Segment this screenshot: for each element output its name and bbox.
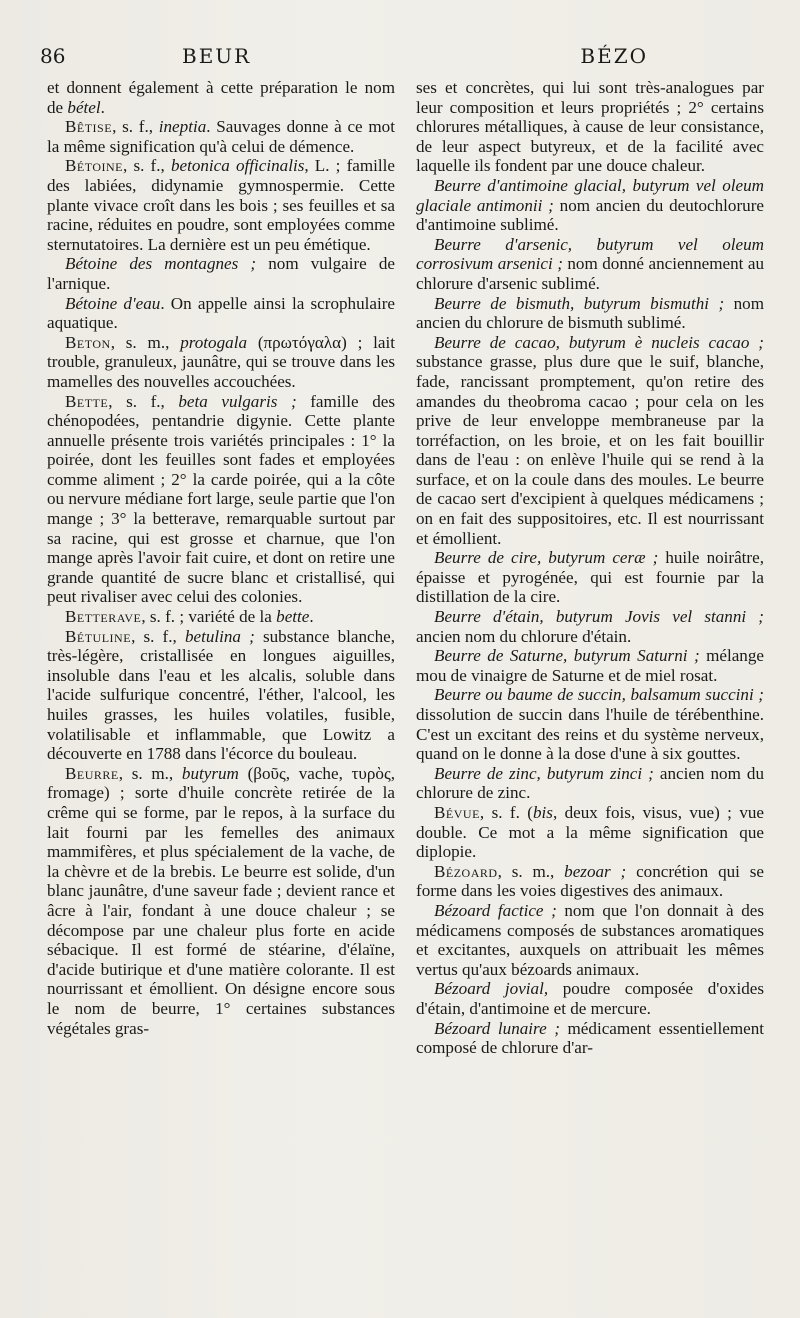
entry-term: Bette	[65, 391, 109, 411]
right-column	[416, 78, 764, 1058]
entry-tail: nom ancien du chlorure de bismuth sublimé.	[416, 293, 764, 333]
dictionary-entry	[416, 901, 764, 979]
entry-tail: dissolution de succin dans l'huile de térébenthine. C'est un excitant des reins et du système nerveux, quand on le donne à la dose d'une à six gouttes.	[416, 705, 764, 764]
entry-italic: Bétoine d'eau	[65, 293, 161, 313]
entry-italic: Bétoine des montagnes ;	[65, 254, 257, 274]
dictionary-entry	[47, 254, 395, 293]
entry-text: , s. f.,	[123, 156, 171, 176]
entry-italic: protogala	[180, 332, 247, 352]
entry-tail: . Sauvages donne à ce mot la même signification qu'à celui de démence.	[47, 117, 395, 156]
dictionary-entry	[47, 156, 395, 254]
entry-tail: nom ancien du deutochlorure d'antimoine sublimé.	[416, 195, 764, 235]
entry-term: Bétoine	[65, 156, 124, 176]
dictionary-entry	[416, 235, 764, 294]
entry-italic: Beurre ou baume de succin, balsamum succini ;	[434, 685, 764, 705]
entry-tail: mélange mou de vinaigre de Saturne et de miel rosat.	[416, 646, 764, 685]
dictionary-entry	[416, 78, 764, 176]
entry-italic: Bézoard factice ;	[434, 900, 557, 920]
dictionary-entry	[416, 862, 764, 901]
entry-italic: bis	[532, 802, 553, 822]
entry-italic: beta vulgaris ;	[178, 391, 297, 411]
entry-italic: betulina ;	[184, 626, 255, 646]
dictionary-entry	[416, 607, 764, 646]
entry-tail: , L. ; famille des labiées, didynamie gymnospermie. Cette plante vivace croît dans les bois ; ses feuilles et sa racine, réduites en poudre, sont employées comme sternutatoires. La dernière est un peu émétique.	[47, 156, 395, 254]
entry-tail: médicament essentiellement composé de chlorure d'ar-	[416, 1018, 764, 1058]
entry-term: Bézoard	[434, 861, 498, 881]
entry-italic: bezoar ;	[564, 861, 627, 881]
entry-tail: (πρωτόγαλα) ; lait trouble, granuleux, jaunâtre, qui se trouve dans les mamelles des nouvelles accouchées.	[47, 332, 395, 391]
dictionary-entry	[47, 333, 395, 392]
entry-italic: butyrum	[181, 763, 239, 783]
entry-italic: bétel	[67, 97, 101, 117]
dictionary-entry	[416, 646, 764, 685]
entry-tail: substance blanche, très-légère, cristallisée en longues aiguilles, insoluble dans l'eau et les alcalis, soluble dans l'acide sulfurique concentré, l'éther, l'alcool, les huiles grasses, les huiles volatiles, fusible, volatilisable et inflammable, que Lowitz a découverte en 1788 dans l'écorce du bouleau.	[47, 626, 395, 764]
entry-term: Beurre	[65, 763, 119, 783]
entry-text: , s. m.,	[118, 763, 182, 783]
dictionary-entry	[416, 333, 764, 549]
entry-term: Bévue	[434, 802, 480, 822]
entry-tail: ancien nom du chlorure de zinc.	[416, 763, 764, 803]
entry-tail: . On appelle ainsi la scrophulaire aquatique.	[47, 293, 395, 333]
running-head-left: BEUR	[182, 44, 252, 68]
dictionary-entry	[47, 764, 395, 1038]
entry-tail: (βοῦς, vache, τυρὸς, fromage) ; sorte d'huile concrète retirée de la crême qui se forme, par le repos, à la surface du lait fourni par les femelles des animaux mammifères, et plus spécialement de la vache, de la chèvre et de la brebis. Le beurre est solide, d'un blanc jaunâtre, d'une saveur fade ; devient rance et âcre à l'air, fondant à une douce chaleur ; se décompose par une chaleur plus forte en acide sébacique. Il est formé de stéarine, d'élaïne, d'acide butirique et d'une matière colorante. Il est nourrissant et émollient. On désigne encore sous le nom de beurre, 1° certaines substances végétales gras-	[47, 763, 395, 1038]
dictionary-entry	[416, 764, 764, 803]
entry-text: , s. f.,	[112, 117, 159, 137]
entry-italic: Beurre de cire, butyrum ceræ ;	[434, 548, 659, 568]
entry-italic: Beurre d'antimoine glacial, butyrum vel oleum glaciale antimonii ;	[416, 175, 764, 215]
dictionary-entry	[47, 117, 395, 156]
entry-tail: , deux fois, visus, vue) ; vue double. Ce mot a la même signification que diplopie.	[416, 802, 764, 862]
dictionary-entry	[47, 627, 395, 764]
entry-tail: .	[100, 97, 105, 117]
dictionary-entry	[416, 176, 764, 235]
entry-tail: .	[309, 607, 314, 627]
entry-text: , s. f. ; variété de la	[141, 607, 277, 627]
entry-tail: substance grasse, plus dure que le suif, blanche, fade, rancissant promptement, qu'on retire des amandes du theobroma cacao ; pour cela on les prive de leur enveloppe membraneuse par la torréfaction, on les broie, et on les fait bouillir dans de l'eau : on enlève l'huile qui se rend à la surface, et on la coule dans des moules. Le beurre de cacao sert d'excipient à quelques médicamens ; on en fait des suppositoires, etc. Il est nourrissant et émollient.	[416, 352, 764, 548]
entry-tail: huile noirâtre, épaisse et pyrogénée, qui est fournie par la distillation de la cire.	[416, 548, 764, 607]
entry-italic: betonica officinalis	[170, 156, 305, 176]
dictionary-entry	[416, 294, 764, 333]
entry-text: , s. m.,	[497, 861, 565, 881]
entry-tail: famille des chénopodées, pentandrie digynie. Cette plante annuelle présente trois variétés principales : 1° la poirée, dont les feuilles sont fades et employées comme aliment ; 2° la carde poirée, qui a la côte ou nervure médiane fort large, seule partie que l'on mange ; 3° la betterave, remarquable surtout par sa racine, qui est grosse et charnue, que l'on mange après l'avoir fait cuire, et dont on retire une grande quantité de sucre blanc et cristallisé, qui peut rivaliser avec celui des colonies.	[47, 391, 395, 607]
entry-text: , s. f.,	[108, 391, 179, 411]
page-header	[40, 44, 786, 78]
entry-text: , s. f. (	[479, 802, 533, 822]
entry-text: , s. f.,	[131, 626, 185, 646]
entry-italic: Beurre de Saturne, butyrum Saturni ;	[434, 646, 700, 666]
entry-italic: Beurre d'étain, butyrum Jovis vel stanni ;	[434, 607, 764, 627]
dictionary-entry	[416, 1019, 764, 1058]
entry-italic: Beurre de cacao, butyrum è nucleis cacao ;	[434, 332, 764, 352]
dictionary-entry	[416, 803, 764, 862]
entry-term: Betterave	[65, 607, 142, 627]
dictionary-entry	[47, 607, 395, 627]
entry-italic: Beurre de bismuth, butyrum bismuthi ;	[434, 293, 725, 313]
entry-tail: nom que l'on donnait à des médicamens composés de substances aromatiques et excitantes, auxquels on attribuait les mêmes vertus qu'aux bézoards animaux.	[416, 900, 764, 979]
entry-tail: nom donné anciennement au chlorure d'arsenic sublimé.	[416, 254, 764, 293]
entry-italic: bette	[276, 607, 310, 627]
dictionary-entry	[416, 548, 764, 607]
dictionary-entry	[47, 78, 395, 117]
entry-tail: concrétion qui se forme dans les voies digestives des animaux.	[416, 861, 764, 901]
entry-tail: nom vulgaire de l'arnique.	[47, 254, 395, 293]
dictionary-entry	[47, 294, 395, 333]
dictionary-entry	[47, 392, 395, 608]
running-head-right: BÉZO	[580, 44, 648, 68]
entry-text: , s. m.,	[110, 332, 181, 352]
entry-term: Bêtise	[65, 117, 113, 137]
entry-term: Bétuline	[65, 626, 132, 646]
entry-italic: Bézoard lunaire ;	[434, 1018, 560, 1038]
dictionary-entry	[416, 979, 764, 1018]
entry-italic: Bézoard jovial,	[434, 979, 549, 999]
dictionary-entry	[416, 685, 764, 763]
entry-tail: poudre composée d'oxides d'étain, d'antimoine et de mercure.	[416, 979, 764, 1018]
entry-text: ses et concrètes, qui lui sont très-analogues par leur composition et leurs propriétés ; 2° certains chlorures métalliques, à cause de leur consistance, de leur aspect butyreux, et de la facilité avec laquelle ils fondent par une douce chaleur.	[416, 78, 764, 176]
entry-term: Beton	[65, 332, 111, 352]
entry-italic: Beurre d'arsenic, butyrum vel oleum corrosivum arsenici ;	[416, 234, 764, 274]
left-column	[47, 78, 395, 1038]
entry-italic: Beurre de zinc, butyrum zinci ;	[434, 763, 654, 783]
page-number: 86	[40, 44, 66, 68]
entry-italic: ineptia	[158, 117, 207, 137]
entry-text: et donnent également à cette préparation le nom de	[47, 78, 395, 117]
entry-tail: ancien nom du chlorure d'étain.	[416, 626, 632, 646]
